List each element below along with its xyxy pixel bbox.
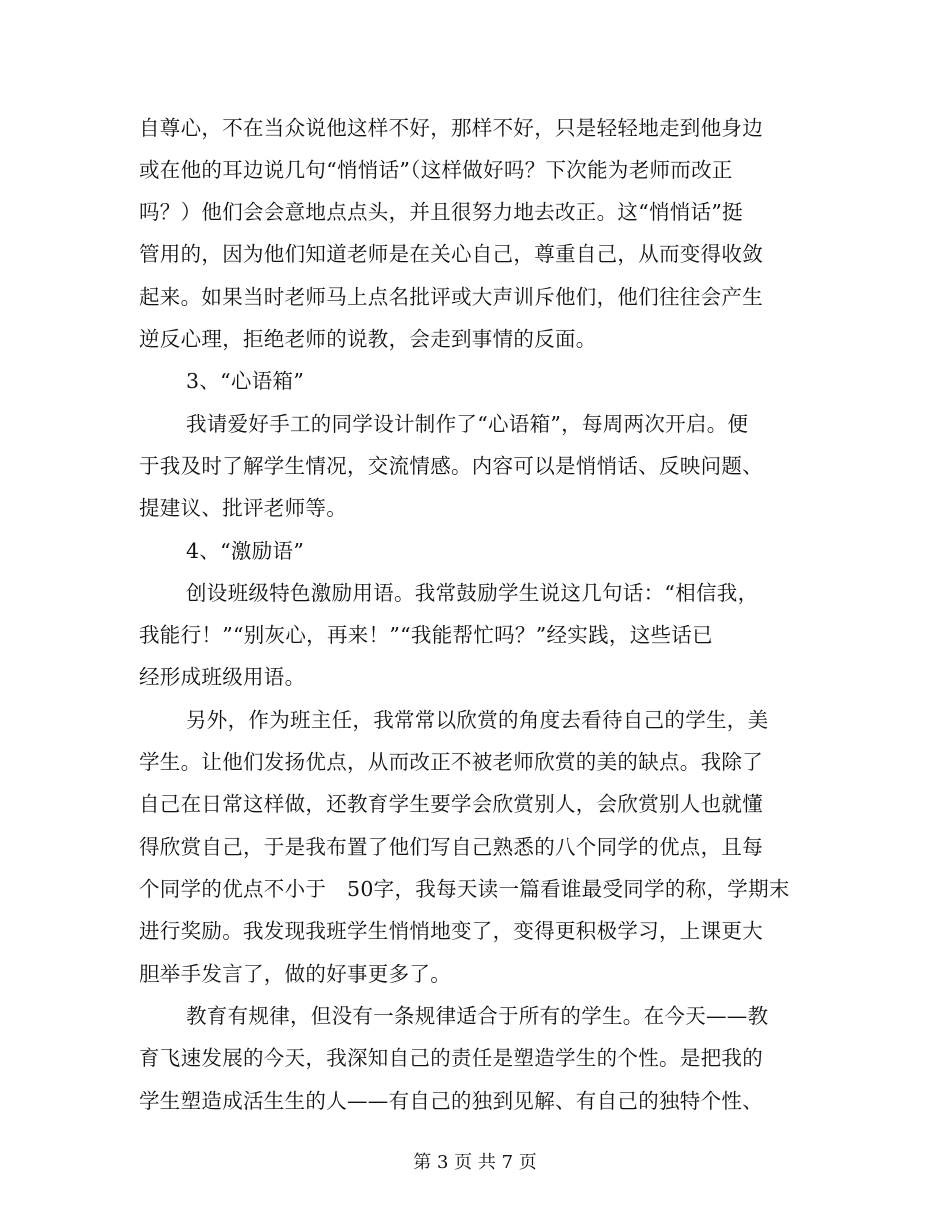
- body-text-line: 进行奖励。我发现我班学生悄悄地变了，变得更积极学习，上课更大: [139, 919, 763, 943]
- body-text-line: 学生。让他们发扬优点，从而改正不被老师欣赏的美的缺点。我除了: [139, 750, 763, 774]
- body-text-line: 或在他的耳边说几句“悄悄话”（这样做好吗？下次能为老师而改正: [139, 158, 733, 182]
- body-text-line: 管用的，因为他们知道老师是在关心自己，尊重自己，从而变得收敛: [139, 242, 763, 266]
- body-text-line: 学生塑造成活生生的人——有自己的独到见解、有自己的独特个性、: [139, 1089, 763, 1113]
- body-text-line: 于我及时了解学生情况，交流情感。内容可以是悄悄话、反映问题、: [139, 454, 763, 478]
- body-text-line: 提建议、批评老师等。: [139, 496, 347, 520]
- section-heading: 3、“心语箱”: [186, 369, 305, 393]
- body-text-line: 逆反心理，拒绝老师的说教，会走到事情的反面。: [139, 327, 597, 351]
- body-text-line: 自尊心，不在当众说他这样不好，那样不好，只是轻轻地走到他身边: [139, 116, 763, 140]
- body-text-line: 育飞速发展的今天，我深知自己的责任是塑造学生的个性。是把我的: [139, 1046, 763, 1070]
- body-text-line: 起来。如果当时老师马上点名批评或大声训斥他们，他们往往会产生: [139, 285, 763, 309]
- body-text-line: 自己在日常这样做，还教育学生要学会欣赏别人，会欣赏别人也就懂: [139, 792, 763, 816]
- body-text-line: 另外，作为班主任，我常常以欣赏的角度去看待自己的学生，美: [186, 708, 769, 732]
- page-number-footer: 第 3 页 共 7 页: [413, 1152, 537, 1173]
- body-text-line: 胆举手发言了，做的好事更多了。: [139, 962, 451, 986]
- body-text-line: 吗？）他们会会意地点点头，并且很努力地去改正。这“悄悄话”挺: [139, 200, 743, 224]
- body-text-line: 得欣赏自己，于是我布置了他们写自己熟悉的八个同学的优点，且每: [139, 835, 763, 859]
- body-text-line: 教育有规律，但没有一条规律适合于所有的学生。在今天——教: [186, 1004, 769, 1028]
- body-text-line: 个同学的优点不小于 50字，我每天读一篇看谁最受同学的称，学期末: [139, 877, 790, 901]
- body-text-line: 经形成班级用语。: [139, 665, 306, 689]
- section-heading: 4、“激励语”: [186, 539, 305, 563]
- body-text-line: 创设班级特色激励用语。我常鼓励学生说这几句话：“相信我，: [186, 581, 759, 605]
- body-text-line: 我请爱好手工的同学设计制作了“心语箱”，每周两次开启。便: [186, 412, 749, 436]
- body-text-line: 我能行！”“别灰心，再来！”“我能帮忙吗？”经实践，这些话已: [139, 623, 713, 647]
